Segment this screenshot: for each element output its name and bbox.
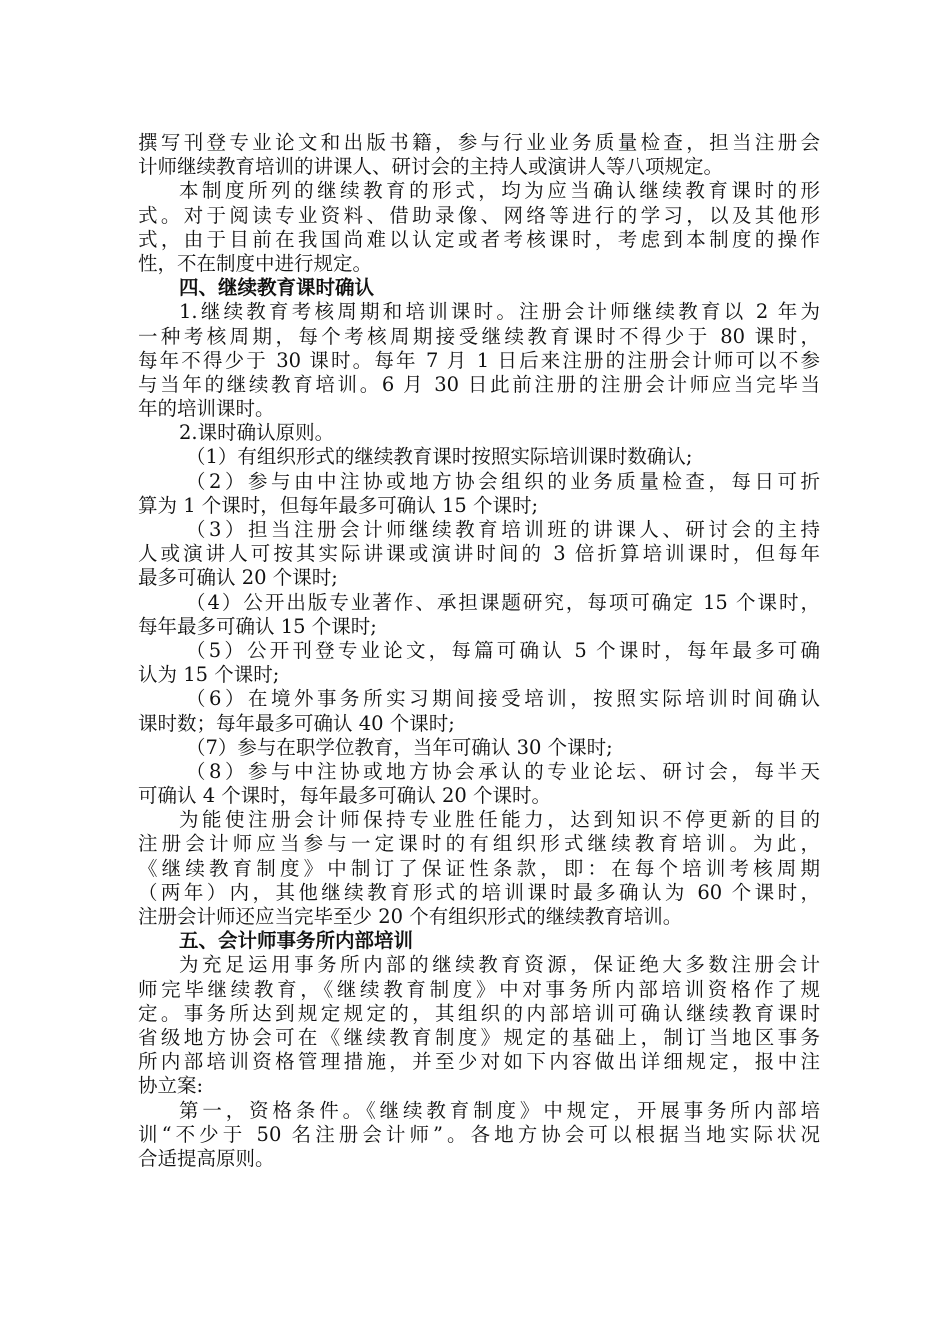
text-line: 算为 1 个课时，但每年最多可确认 15 个课时;: [138, 493, 539, 517]
text-line: （两年）内，其他继续教育形式的培训课时最多确认为 60 个课时，: [138, 880, 820, 904]
text-line: 年的培训课时。: [138, 397, 275, 421]
paragraph-start: 为能使注册会计师保持专业胜任能力，达到知识不停更新的目的: [179, 808, 820, 832]
text-line: 式，由于目前在我国尚难以认定或者考核课时，考虑到本制度的操作: [138, 227, 820, 251]
paragraph-start: 为充足运用事务所内部的继续教育资源，保证绝大多数注册会计: [179, 953, 820, 977]
list-item: （1）有组织形式的继续教育课时按照实际培训课时数确认;: [186, 445, 693, 469]
text-line: 每年不得少于 30 课时。每年 7 月 1 日后来注册的注册会计师可以不参: [138, 348, 820, 372]
text-line: 课时数；每年最多可确认 40 个课时;: [138, 711, 455, 735]
list-item: （3）担当注册会计师继续教育培训班的讲课人、研讨会的主持: [186, 518, 820, 541]
section-heading-4: 四、继续教育课时确认: [179, 276, 375, 300]
paragraph-start: 第一，资格条件。《继续教育制度》中规定，开展事务所内部培: [179, 1098, 820, 1122]
text-line: 师完毕继续教育，《继续教育制度》中对事务所内部培训资格作了规: [138, 977, 820, 1001]
list-item: （4）公开出版专业著作、承担课题研究，每项可确定 15 个课时，: [186, 590, 820, 614]
text-line: 人或演讲人可按其实际讲课或演讲时间的 3 倍折算培训课时，但每年: [138, 542, 820, 566]
paragraph-start: 本制度所列的继续教育的形式，均为应当确认继续教育课时的形: [179, 179, 820, 203]
text-line: 最多可确认 20 个课时;: [138, 566, 338, 590]
text-line: 每年最多可确认 15 个课时;: [138, 614, 377, 638]
list-item: （7）参与在职学位教育，当年可确认 30 个课时;: [186, 735, 613, 759]
section-heading-5: 五、会计师事务所内部培训: [179, 929, 414, 953]
text-line: 注册会计师还应当完毕至少 20 个有组织形式的继续教育培训。: [138, 905, 683, 928]
text-line: 撰写刊登专业论文和出版书籍，参与行业业务质量检查，担当注册会: [138, 131, 820, 154]
text-line: 与当年的继续教育培训。6 月 30 日此前注册的注册会计师应当完毕当: [138, 372, 820, 396]
text-line: 一种考核周期，每个考核周期接受继续教育课时不得少于 80 课时，: [138, 324, 820, 348]
text-line: 定。事务所达到规定规定的，其组织的内部培训可确认继续教育课时: [138, 1001, 820, 1025]
text-line: 可确认 4 个课时，每年最多可确认 20 个课时。: [138, 784, 552, 808]
text-line: 省级地方协会可在《继续教育制度》规定的基础上，制订当地区事务: [138, 1025, 820, 1049]
text-line: 训“不少于 50 名注册会计师”。各地方协会可以根据当地实际状况: [138, 1122, 820, 1146]
list-item: （6）在境外事务所实习期间接受培训，按照实际培训时间确认: [186, 687, 820, 711]
text-line: 计师继续教育培训的讲课人、研讨会的主持人或演讲人等八项规定。: [138, 155, 724, 179]
paragraph-start: 1.继续教育考核周期和培训课时。注册会计师继续教育以 2 年为: [179, 300, 820, 324]
paragraph-start: 2.课时确认原则。: [179, 421, 335, 445]
document-page: [138, 131, 820, 1171]
text-line: 式。对于阅读专业资料、借助录像、网络等进行的学习，以及其他形: [138, 203, 820, 227]
text-line: 性，不在制度中进行规定。: [138, 251, 373, 275]
text-line: 合适提高原则。: [138, 1146, 275, 1170]
list-item: （5）公开刊登专业论文，每篇可确认 5 个课时，每年最多可确: [186, 638, 820, 662]
text-line: 所内部培训资格管理措施，并至少对如下内容做出详细规定，报中注: [138, 1050, 820, 1074]
text-line: 《继续教育制度》中制订了保证性条款，即：在每个培训考核周期: [138, 856, 820, 880]
text-line: 注册会计师应当参与一定课时的有组织形式继续教育培训。为此，: [138, 832, 820, 856]
list-item: （8）参与中注协或地方协会承认的专业论坛、研讨会，每半天: [186, 759, 820, 783]
list-item: （2）参与由中注协或地方协会组织的业务质量检查，每日可折: [186, 469, 820, 493]
text-line: 协立案:: [138, 1074, 204, 1098]
text-line: 认为 15 个课时;: [138, 663, 280, 687]
